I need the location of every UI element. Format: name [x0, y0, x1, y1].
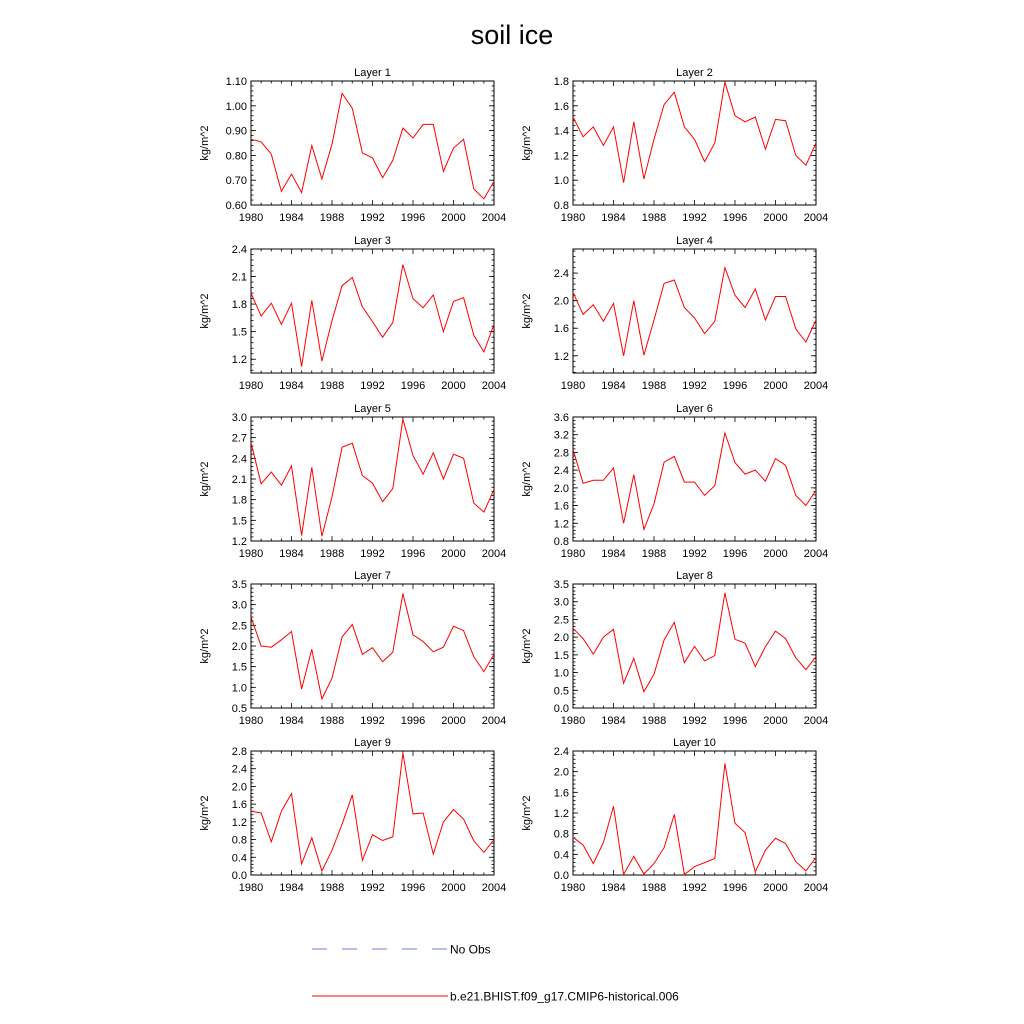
y-tick-label: 0.8 [553, 200, 569, 212]
x-tick-label: 1992 [682, 715, 707, 727]
x-tick-label: 2000 [763, 715, 788, 727]
x-tick-label: 2004 [803, 212, 829, 224]
x-tick-label: 2000 [441, 380, 466, 392]
x-tick-label: 2004 [481, 882, 507, 894]
chart-panel-8 [521, 570, 828, 727]
y-tick-label: 0.5 [231, 703, 247, 715]
x-tick-label: 1984 [601, 212, 626, 224]
x-tick-label: 1988 [641, 380, 667, 392]
chart-panel-10 [521, 737, 828, 894]
x-tick-label: 2004 [803, 380, 829, 392]
x-tick-label: 1984 [601, 548, 626, 560]
x-tick-label: 1984 [279, 548, 304, 560]
y-tick-label: 1.6 [553, 100, 569, 113]
x-tick-label: 2004 [481, 380, 507, 392]
x-tick-label: 1996 [722, 715, 748, 727]
chart-panel-4 [521, 235, 828, 392]
series-line [573, 763, 816, 874]
panel-title: Layer 4 [676, 235, 713, 247]
y-tick-label: 3.5 [553, 579, 569, 591]
x-tick-label: 1988 [641, 882, 667, 894]
series-line [573, 268, 816, 356]
y-tick-label: 1.6 [553, 787, 569, 800]
x-tick-label: 1980 [560, 212, 586, 224]
y-tick-label: 3.5 [231, 579, 247, 591]
y-tick-label: 1.4 [553, 125, 569, 138]
x-tick-label: 2004 [481, 212, 507, 224]
y-tick-label: 1.2 [231, 536, 247, 548]
x-tick-label: 1980 [560, 882, 586, 894]
x-tick-label: 2000 [441, 882, 466, 894]
x-tick-label: 1984 [279, 212, 304, 224]
panel-title: Layer 2 [676, 67, 713, 79]
x-tick-label: 1980 [238, 380, 264, 392]
y-tick-label: 1.6 [553, 500, 569, 513]
y-tick-label: 0.8 [553, 828, 569, 841]
y-axis-label: kg/m^2 [199, 628, 211, 664]
y-tick-label: 2.0 [553, 632, 569, 645]
y-tick-label: 1.2 [553, 150, 569, 163]
plot-frame [573, 417, 816, 541]
y-tick-label: 2.5 [231, 620, 247, 633]
x-tick-label: 2000 [441, 715, 466, 727]
main-title: soil ice [470, 20, 554, 50]
x-tick-label: 2000 [763, 548, 788, 560]
y-tick-label: 2.0 [231, 781, 247, 794]
y-tick-label: 1.2 [553, 808, 569, 820]
x-tick-label: 2004 [803, 882, 829, 894]
x-tick-label: 2000 [441, 212, 466, 224]
y-tick-label: 0.70 [225, 175, 247, 188]
x-tick-label: 1992 [360, 882, 385, 894]
y-axis-label: kg/m^2 [521, 461, 533, 497]
x-tick-label: 2000 [763, 380, 788, 392]
y-tick-label: 0.0 [553, 870, 569, 882]
x-tick-label: 1988 [641, 548, 667, 560]
y-tick-label: 1.5 [231, 661, 247, 674]
y-tick-label: 1.0 [553, 175, 569, 188]
x-tick-label: 1992 [682, 548, 707, 560]
y-tick-label: 0.4 [231, 852, 247, 865]
x-tick-label: 1996 [722, 380, 748, 392]
x-tick-label: 1984 [601, 715, 626, 727]
x-tick-label: 1996 [722, 548, 748, 560]
y-tick-label: 1.2 [231, 816, 247, 829]
series-line [251, 594, 494, 699]
y-axis-label: kg/m^2 [199, 293, 211, 329]
chart-panel-9 [199, 737, 506, 894]
x-tick-label: 1980 [560, 715, 586, 727]
plot-frame [573, 751, 816, 875]
x-tick-label: 1988 [641, 212, 667, 224]
series-line [251, 419, 494, 536]
series-line [251, 93, 494, 198]
y-tick-label: 0.0 [231, 870, 247, 882]
y-axis-label: kg/m^2 [521, 293, 533, 329]
y-axis-label: kg/m^2 [521, 125, 533, 161]
y-axis-label: kg/m^2 [199, 461, 211, 497]
y-tick-label: 1.0 [553, 667, 569, 680]
y-axis-label: kg/m^2 [521, 795, 533, 831]
panel-title: Layer 10 [673, 737, 716, 749]
y-tick-label: 1.10 [225, 76, 247, 88]
plot-frame [251, 584, 494, 708]
y-tick-label: 2.4 [231, 453, 247, 466]
y-tick-label: 2.0 [553, 766, 569, 779]
x-tick-label: 1980 [560, 548, 586, 560]
y-axis-label: kg/m^2 [521, 628, 533, 664]
panel-title: Layer 9 [354, 737, 391, 749]
panel-title: Layer 8 [676, 570, 713, 582]
x-tick-label: 1996 [400, 212, 426, 224]
y-tick-label: 1.0 [231, 682, 247, 695]
y-axis-label: kg/m^2 [199, 125, 211, 161]
panel-title: Layer 3 [354, 235, 391, 247]
x-tick-label: 1980 [238, 548, 264, 560]
y-tick-label: 3.2 [553, 429, 569, 442]
x-tick-label: 1996 [400, 380, 426, 392]
y-tick-label: 0.8 [553, 536, 569, 548]
series-line [573, 593, 816, 692]
x-tick-label: 1988 [319, 380, 345, 392]
y-tick-label: 0.5 [553, 685, 569, 698]
y-tick-label: 2.0 [231, 641, 247, 653]
x-tick-label: 1992 [360, 548, 385, 560]
x-tick-label: 2000 [441, 548, 466, 560]
y-tick-label: 0.90 [225, 125, 247, 138]
plot-frame [251, 417, 494, 541]
y-tick-label: 1.5 [231, 326, 247, 339]
x-tick-label: 1984 [279, 715, 304, 727]
x-tick-label: 1984 [279, 882, 304, 894]
x-tick-label: 2004 [481, 548, 507, 560]
x-tick-label: 1988 [319, 715, 345, 727]
chart-panel-5 [199, 403, 506, 560]
x-tick-label: 1992 [682, 212, 707, 224]
panel-title: Layer 7 [354, 570, 391, 582]
series-line [251, 753, 494, 871]
y-tick-label: 1.8 [231, 299, 247, 312]
x-tick-label: 1988 [319, 882, 345, 894]
x-tick-label: 1996 [400, 882, 426, 894]
legend [312, 943, 679, 1004]
y-tick-label: 1.5 [553, 649, 569, 662]
y-tick-label: 1.2 [553, 350, 569, 363]
panels [199, 67, 828, 894]
y-tick-label: 2.0 [553, 482, 569, 495]
plot-frame [251, 81, 494, 205]
panel-title: Layer 1 [354, 67, 391, 79]
x-tick-label: 2000 [763, 212, 788, 224]
y-tick-label: 1.2 [553, 518, 569, 531]
chart-panel-7 [199, 570, 506, 727]
x-tick-label: 1992 [682, 882, 707, 894]
y-tick-label: 2.4 [553, 268, 569, 281]
plot-frame [573, 81, 816, 205]
y-tick-label: 1.6 [553, 323, 569, 336]
x-tick-label: 1996 [400, 715, 426, 727]
y-tick-label: 3.0 [231, 412, 247, 424]
series-line [573, 433, 816, 530]
x-tick-label: 2004 [803, 715, 829, 727]
y-tick-label: 2.4 [231, 763, 247, 776]
y-tick-label: 0.8 [231, 834, 247, 847]
x-tick-label: 1992 [682, 380, 707, 392]
x-tick-label: 1996 [722, 212, 748, 224]
y-tick-label: 1.00 [225, 100, 247, 113]
y-tick-label: 2.8 [553, 447, 569, 460]
legend-obs-label: No Obs [450, 942, 491, 957]
x-tick-label: 1992 [360, 715, 385, 727]
series-line [251, 265, 494, 367]
y-tick-label: 2.7 [231, 432, 247, 445]
y-tick-label: 2.4 [553, 465, 569, 478]
y-tick-label: 1.5 [231, 515, 247, 528]
y-tick-label: 3.6 [553, 412, 569, 424]
y-tick-label: 1.6 [231, 799, 247, 812]
y-tick-label: 2.4 [553, 746, 569, 758]
x-tick-label: 1980 [238, 715, 264, 727]
x-tick-label: 1988 [641, 715, 667, 727]
chart-panel-1 [199, 67, 506, 224]
chart-panel-3 [199, 235, 506, 392]
y-tick-label: 0.4 [553, 849, 569, 862]
y-tick-label: 1.2 [231, 354, 247, 367]
y-tick-label: 2.1 [231, 474, 247, 486]
x-tick-label: 1984 [279, 380, 304, 392]
x-tick-label: 1980 [560, 380, 586, 392]
chart-panel-2 [521, 67, 828, 224]
y-tick-label: 2.1 [231, 271, 247, 284]
y-tick-label: 3.0 [231, 599, 247, 612]
y-tick-label: 1.8 [553, 76, 569, 88]
y-axis-label: kg/m^2 [199, 795, 211, 831]
y-tick-label: 0.60 [225, 200, 247, 212]
x-tick-label: 1992 [360, 212, 385, 224]
x-tick-label: 1992 [360, 380, 385, 392]
x-tick-label: 1980 [238, 882, 264, 894]
x-tick-label: 1988 [319, 548, 345, 560]
chart-panel-6 [521, 403, 828, 560]
y-tick-label: 2.4 [231, 244, 247, 256]
y-tick-label: 2.0 [553, 295, 569, 308]
y-tick-label: 2.8 [231, 746, 247, 758]
y-tick-label: 0.0 [553, 703, 569, 715]
x-tick-label: 1996 [400, 548, 426, 560]
x-tick-label: 2000 [763, 882, 788, 894]
series-line [573, 82, 816, 183]
y-tick-label: 3.0 [553, 596, 569, 609]
y-tick-label: 2.5 [553, 614, 569, 627]
legend-model-label: b.e21.BHIST.f09_g17.CMIP6-historical.006 [450, 989, 679, 1004]
panel-title: Layer 6 [676, 403, 713, 415]
x-tick-label: 1988 [319, 212, 345, 224]
x-tick-label: 1980 [238, 212, 264, 224]
x-tick-label: 1984 [601, 380, 626, 392]
x-tick-label: 2004 [481, 715, 507, 727]
y-tick-label: 0.80 [225, 150, 247, 163]
panel-title: Layer 5 [354, 403, 391, 415]
y-tick-label: 1.8 [231, 494, 247, 507]
x-tick-label: 1984 [601, 882, 626, 894]
x-tick-label: 1996 [722, 882, 748, 894]
x-tick-label: 2004 [803, 548, 829, 560]
